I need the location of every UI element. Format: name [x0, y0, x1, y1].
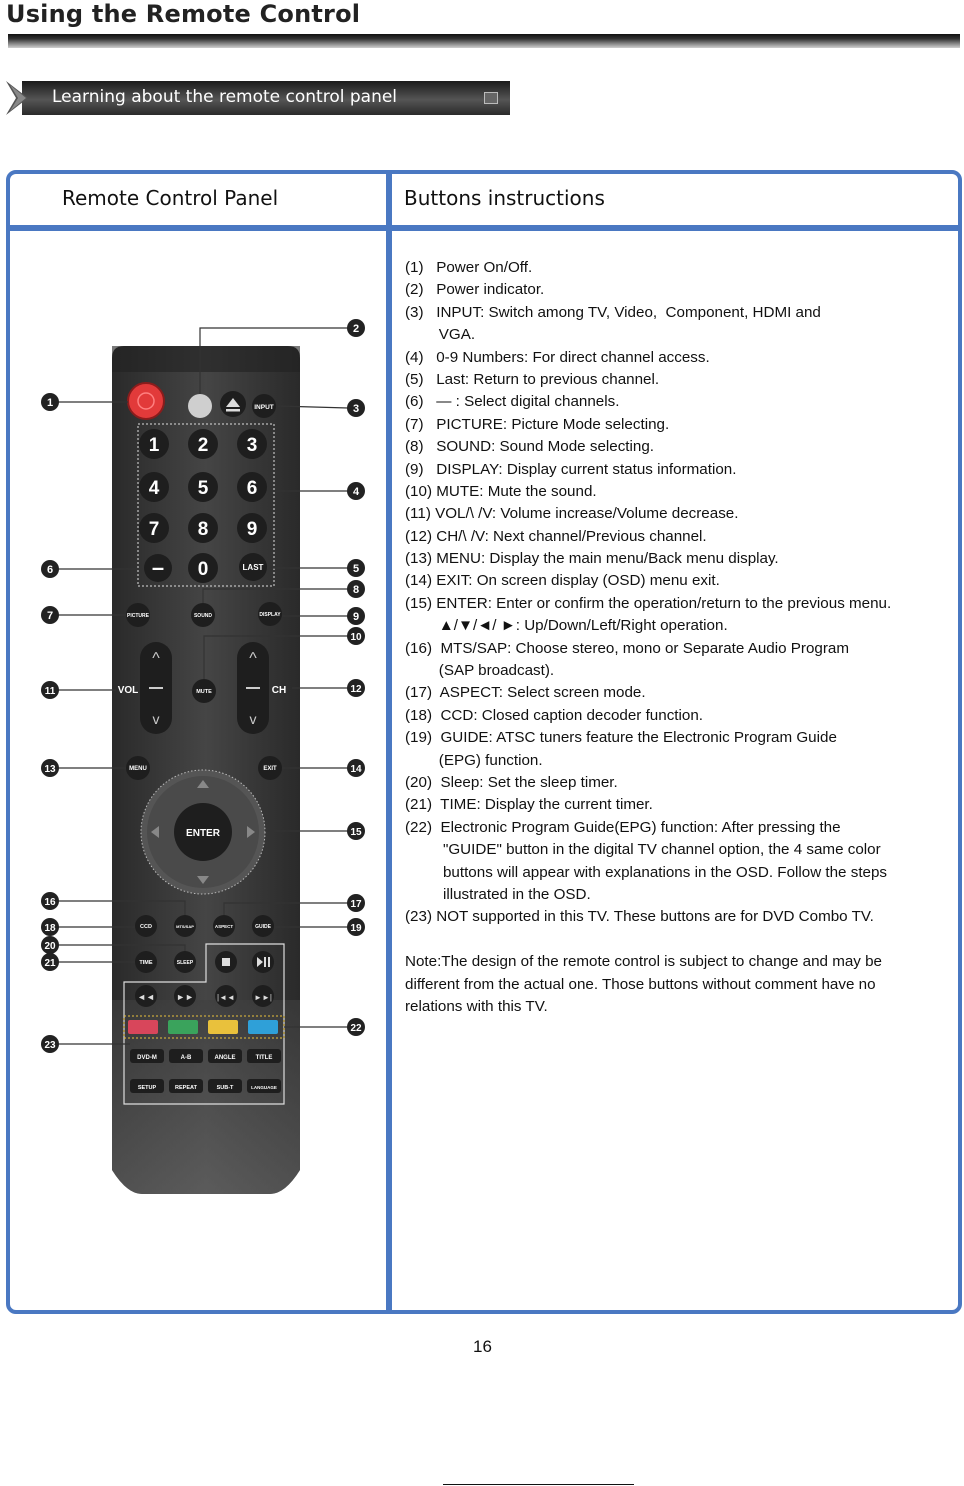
instruction-line: (4) 0-9 Numbers: For direct channel access.	[405, 348, 710, 366]
callout-number: 10	[350, 632, 362, 643]
angle-key-label: ANGLE	[214, 1055, 236, 1061]
digit-key-label: 3	[246, 435, 258, 456]
dash-key-label: –	[151, 555, 165, 580]
callout-number: 18	[44, 923, 56, 934]
instruction-line: (3) INPUT: Switch among TV, Video, Component, HDMI and	[405, 303, 821, 321]
callout-number: 15	[350, 827, 362, 838]
buttons-instructions	[405, 257, 955, 1018]
stop-icon	[222, 958, 230, 966]
time-key-label: TIME	[139, 960, 153, 966]
a-b-button	[169, 1049, 203, 1063]
title-rule	[8, 34, 960, 48]
instruction-line: (5) Last: Return to previous channel.	[405, 370, 660, 388]
section-banner	[6, 81, 510, 115]
callout-number: 4	[352, 486, 360, 498]
picture-button	[126, 603, 150, 627]
callout-number: 16	[44, 897, 56, 908]
chevron-right-icon	[6, 81, 40, 115]
instruction-line: (19) GUIDE: ATSC tuners feature the Electronic Program Guide	[405, 729, 837, 747]
rewind-icon: ◄◄	[137, 992, 155, 1002]
dvd-m-key-label: DVD-M	[137, 1055, 157, 1061]
digit-key-label: 4	[148, 478, 160, 499]
vol-rocker	[140, 642, 172, 734]
instruction-line: (23) NOT supported in this TV. These buttons are for DVD Combo TV.	[405, 908, 874, 926]
remote-top-band	[112, 346, 300, 372]
page-title: Using the Remote Control	[6, 0, 361, 28]
column-heading-instructions: Buttons instructions	[404, 186, 605, 210]
stop-button	[215, 951, 237, 973]
repeat-button	[169, 1079, 203, 1093]
language-button	[247, 1079, 281, 1093]
callout-number: 14	[350, 764, 362, 775]
callout-number: 1	[46, 397, 54, 409]
exit-key-label: EXIT	[263, 766, 277, 772]
last-button	[239, 553, 267, 581]
instruction-line: (8) SOUND: Sound Mode selecting.	[405, 438, 655, 456]
power-button	[128, 383, 164, 419]
instruction-line: different from the actual one. Those buttons without comment have no	[405, 975, 876, 993]
instruction-line: "GUIDE" button in the digital TV channel option, the 4 same color	[405, 841, 881, 859]
dvd-m-button	[130, 1049, 164, 1063]
digit-key-label: 1	[148, 435, 160, 456]
digit-key-label: 0	[197, 559, 209, 580]
instruction-line: buttons will appear with explanations in the OSD. Follow the steps	[405, 863, 888, 881]
instruction-line: (16) MTS/SAP: Choose stereo, mono or Separate Audio Program	[405, 639, 850, 657]
svg-text:^: ^	[249, 650, 257, 667]
dpad	[141, 770, 265, 894]
digit-key-label: 9	[246, 519, 258, 540]
instruction-line: VGA.	[405, 326, 476, 344]
page-number: 16	[473, 1337, 492, 1356]
title-key-label: TITLE	[255, 1055, 273, 1061]
instruction-line: (14) EXIT: On screen display (OSD) menu exit.	[405, 572, 720, 590]
green-key	[168, 1020, 198, 1034]
ccd-button	[135, 915, 157, 937]
instruction-line: (11) VOL/\ /V: Volume increase/Volume decrease.	[405, 505, 739, 523]
square-icon	[484, 92, 498, 104]
footer-rule	[443, 1484, 634, 1485]
instruction-line: (EPG) function.	[405, 751, 543, 769]
instruction-line: illustrated in the OSD.	[405, 885, 591, 903]
language-key-label: LANGUAGE	[251, 1085, 277, 1090]
callout-number: 21	[44, 958, 56, 969]
instruction-line: (6) — : Select digital channels.	[405, 393, 620, 411]
callout-number: 12	[350, 684, 362, 695]
instruction-line: (18) CCD: Closed caption decoder function.	[405, 706, 703, 724]
play-pause-button	[252, 951, 274, 973]
menu-button	[126, 756, 150, 780]
mts-key-label: MTS/SAP	[176, 924, 194, 929]
callout-number: 22	[350, 1023, 362, 1034]
input-key-label: INPUT	[254, 404, 274, 411]
instruction-line: (2) Power indicator.	[405, 281, 545, 299]
a-b-key-label: A-B	[180, 1055, 192, 1061]
previous-icon: |◄◄	[217, 993, 235, 1002]
callout-number: 8	[352, 584, 360, 596]
power-indicator	[188, 394, 212, 418]
digit-key-label: 6	[246, 478, 258, 499]
callout-number: 13	[44, 764, 56, 775]
angle-button	[208, 1049, 242, 1063]
aspect-button	[213, 915, 235, 937]
callout-number: 3	[352, 403, 360, 415]
svg-text:v: v	[152, 711, 160, 727]
digit-key-label: 5	[197, 478, 209, 499]
title-button	[247, 1049, 281, 1063]
remote-control-illustration	[30, 310, 380, 1210]
digit-key-label: 2	[197, 435, 209, 456]
sound-key-label: SOUND	[193, 613, 213, 619]
aspect-key-label: ASPECT	[214, 924, 234, 929]
next-icon: ►►|	[254, 993, 272, 1002]
callout-number: 11	[44, 686, 56, 697]
svg-text:^: ^	[152, 650, 160, 667]
enter-key-label: ENTER	[186, 828, 220, 839]
display-key-label: DISPLAY	[259, 612, 281, 618]
yellow-key	[208, 1020, 238, 1034]
instruction-line: ▲/▼/◄/ ►: Up/Down/Left/Right operation.	[405, 617, 728, 635]
guide-button	[252, 915, 274, 937]
dash-button	[144, 554, 172, 582]
fast-forward-button	[174, 985, 196, 1007]
picture-key-label: PICTURE	[127, 613, 149, 619]
instruction-line: (13) MENU: Display the main menu/Back menu display.	[405, 550, 779, 568]
column-heading-remote-panel: Remote Control Panel	[62, 186, 279, 210]
section-banner-label: Learning about the remote control panel	[52, 87, 398, 107]
instruction-line: (20) Sleep: Set the sleep timer.	[405, 773, 618, 791]
sleep-key-label: SLEEP	[176, 960, 194, 966]
digit-key-label: 7	[148, 519, 160, 540]
instruction-line: (15) ENTER: Enter or confirm the operation/return to the previous menu.	[405, 594, 892, 612]
sub-t-key-label: SUB-T	[216, 1085, 234, 1091]
instruction-line: (22) Electronic Program Guide(EPG) function: After pressing the	[405, 818, 841, 836]
callout-number: 6	[46, 564, 54, 576]
instruction-line: (10) MUTE: Mute the sound.	[405, 482, 597, 500]
instruction-line: (7) PICTURE: Picture Mode selecting.	[405, 415, 670, 433]
callout-number: 20	[44, 941, 56, 952]
eject-button	[220, 391, 246, 417]
red-key	[128, 1020, 158, 1034]
last-key-label: LAST	[242, 563, 264, 572]
guide-key-label: GUIDE	[255, 924, 271, 930]
instruction-line: (1) Power On/Off.	[405, 259, 533, 276]
instruction-line: relations with this TV.	[405, 997, 548, 1015]
mute-key-label: MUTE	[196, 689, 212, 695]
sound-button	[191, 603, 215, 627]
ch-rocker	[237, 642, 269, 734]
time-button	[135, 951, 157, 973]
svg-text:v: v	[249, 711, 257, 727]
sleep-button	[174, 951, 196, 973]
display-button	[258, 602, 282, 626]
callout-number: 7	[46, 610, 54, 622]
setup-key-label: SETUP	[137, 1085, 157, 1091]
instruction-line	[405, 929, 955, 951]
next-button	[252, 985, 274, 1007]
ccd-key-label: CCD	[140, 924, 152, 930]
instruction-line: (17) ASPECT: Select screen mode.	[405, 684, 646, 702]
ch-label: CH	[271, 685, 287, 696]
exit-button	[258, 756, 282, 780]
digit-key-label: 8	[197, 519, 209, 540]
sub-t-button	[208, 1079, 242, 1093]
fast-forward-icon: ►►	[176, 992, 194, 1002]
instruction-line: Note:The design of the remote control is subject to change and may be	[405, 953, 882, 971]
panel-divider-vertical	[386, 170, 392, 1314]
previous-button	[215, 985, 237, 1007]
instruction-line: (12) CH/\ /V: Next channel/Previous channel.	[405, 527, 707, 545]
menu-key-label: MENU	[129, 766, 147, 772]
mute-button	[192, 679, 216, 703]
callout-number: 17	[350, 899, 362, 910]
callout-number: 5	[352, 563, 360, 575]
callout-number: 2	[352, 323, 360, 335]
blue-key	[248, 1020, 278, 1034]
callout-number: 23	[44, 1040, 56, 1051]
vol-label: VOL	[117, 685, 139, 696]
input-button	[252, 394, 276, 418]
instruction-line: (21) TIME: Display the current timer.	[405, 796, 653, 814]
setup-button	[130, 1079, 164, 1093]
callout-number: 9	[352, 611, 360, 623]
mts-sap-button	[174, 915, 196, 937]
instruction-line: (SAP broadcast).	[405, 662, 555, 680]
rewind-button	[135, 985, 157, 1007]
repeat-key-label: REPEAT	[175, 1085, 197, 1091]
instruction-line: (9) DISPLAY: Display current status information.	[405, 460, 737, 478]
panel-divider-horizontal	[6, 225, 962, 231]
callout-number: 19	[350, 923, 362, 934]
